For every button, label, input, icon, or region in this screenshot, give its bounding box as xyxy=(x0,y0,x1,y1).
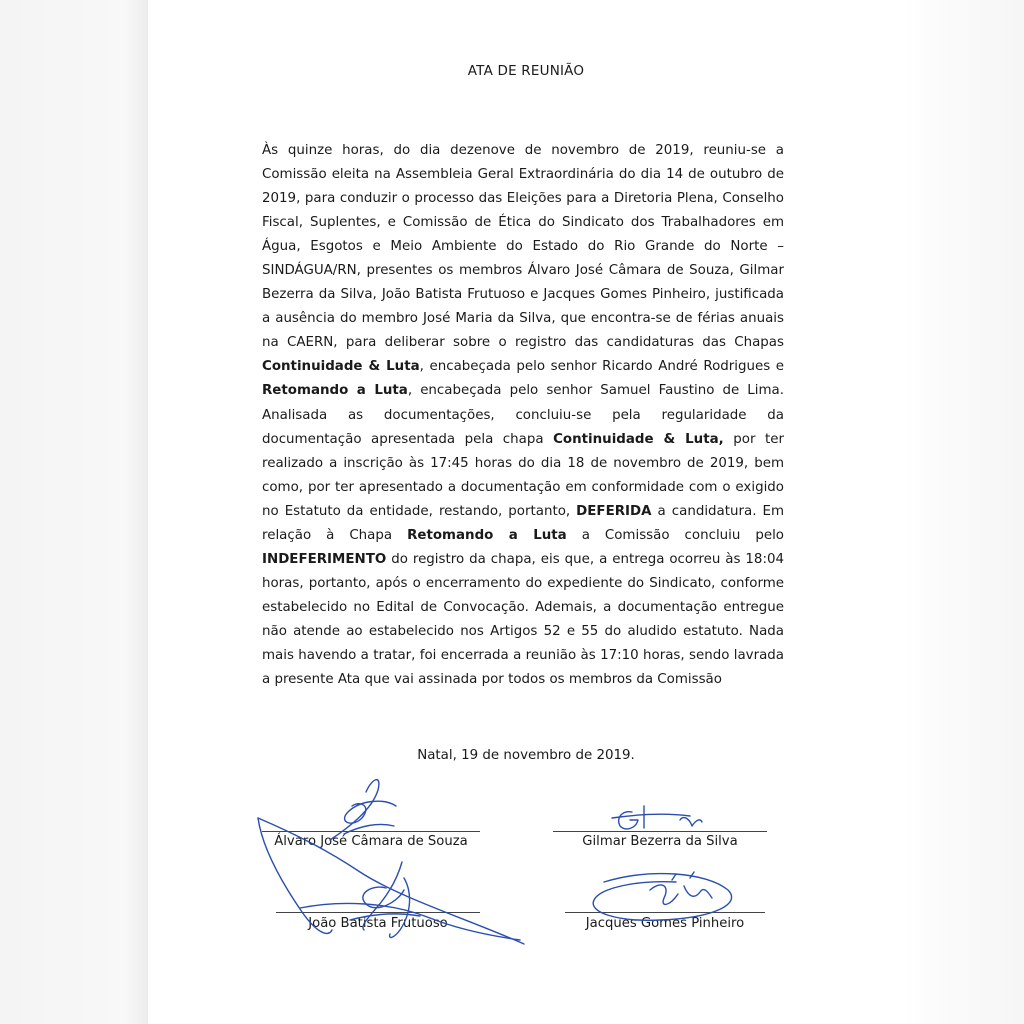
signatory-name: João Batista Frutuoso xyxy=(308,916,448,931)
scan-margin-left xyxy=(0,0,148,1024)
signature-line xyxy=(565,912,765,913)
signature-line xyxy=(276,912,480,913)
text-run: a candidatura. Em relação à Chapa xyxy=(262,503,784,543)
bold-run-decision: INDEFERIMENTO xyxy=(262,551,387,567)
bold-run-decision: DEFERIDA xyxy=(576,503,652,519)
minutes-paragraph xyxy=(262,139,784,692)
signatory-name: Álvaro José Câmara de Souza xyxy=(274,834,468,849)
signature-line xyxy=(553,831,767,832)
text-run: por ter realizado a inscrição às 17:45 horas do dia 18 de novembro de 2019, bem como, por ter apresentado a documentação em conformidade com o exigido no Estatuto da entidade, restando, portanto, xyxy=(262,431,784,519)
bold-run-slate-name: Retomando a Luta xyxy=(262,383,408,399)
text-run: do registro da chapa, eis que, a entrega ocorreu às 18:04 horas, portanto, após o encerramento do expediente do Sindicato, conforme estabelecido no Edital de Convocação. Ademais, a documentação entregue não atende ao estabelecido nos Artigos 52 e 55 do aludido estatuto. Nada mais havendo a tratar, foi encerrada a reunião às 17:10 horas, sendo lavrada a presente Ata que vai assinada por todos os membros da Comissão xyxy=(262,551,784,688)
document-title: ATA DE REUNIÃO xyxy=(467,63,585,79)
text-run: , encabeçada pelo senhor Ricardo André Rodrigues e xyxy=(419,359,785,375)
signatory-name: Gilmar Bezerra da Silva xyxy=(582,834,738,849)
signature-line xyxy=(262,831,480,832)
place-and-date: Natal, 19 de novembro de 2019. xyxy=(417,748,635,763)
bold-run-slate-name: Continuidade & Luta xyxy=(262,359,420,375)
bold-run-slate-name: Continuidade & Luta, xyxy=(553,431,724,447)
text-run: , encabeçada pelo senhor Samuel Faustino de Lima. Analisada as documentações, concluiu-se pela regularidade da documentação apresentada pela chapa xyxy=(262,383,784,447)
text-run: a Comissão concluiu pelo xyxy=(566,527,784,543)
text-run: Às quinze horas, do dia dezenove de novembro de 2019, reuniu-se a Comissão eleita na Assembleia Geral Extraordinária do dia 14 de outubro de 2019, para conduzir o processo das Eleições para a Diretoria Plena, Conselho Fiscal, Suplentes, e Comissão de Ética do Sindicato dos Trabalhadores em Água, Esgotos e Meio Ambiente do Estado do Rio Grande do Norte – SINDÁGUA/RN, presentes os membros Álvaro José Câmara de Souza, Gilmar Bezerra da Silva, João Batista Frutuoso e Jacques Gomes Pinheiro, justificada a ausência do membro José Maria da Silva, que encontra-se de férias anuais na CAERN, para deliberar sobre o registro das candidaturas das Chapas xyxy=(262,143,784,351)
scan-margin-right xyxy=(904,0,1024,1024)
document-page xyxy=(148,0,904,1024)
bold-run-slate-name: Retomando a Luta xyxy=(407,527,567,543)
signatory-name: Jacques Gomes Pinheiro xyxy=(585,916,745,931)
